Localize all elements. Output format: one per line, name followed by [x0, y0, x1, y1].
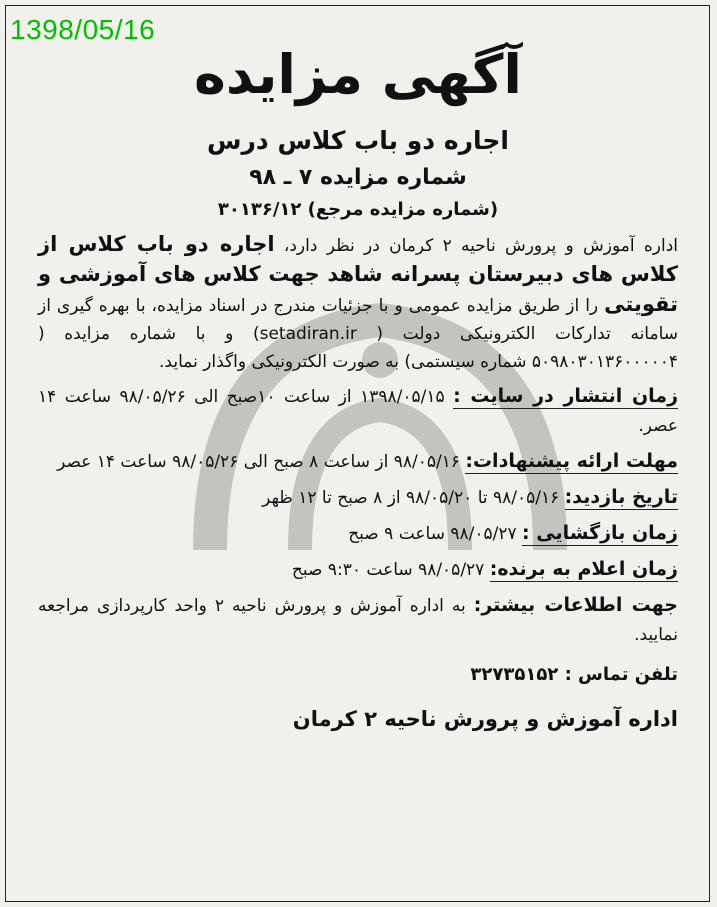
deadline-value: ۹۸/۰۵/۱۶ از ساعت ۸ صبح الی ۹۸/۰۵/۲۶ ساعت ۱۴ عصر [57, 452, 466, 472]
visit-date-row [38, 483, 678, 513]
publish-time-row [38, 382, 678, 441]
intro-part2: را از طریق مزایده عمومی و با جزئیات مندرج در اسناد مزایده، با بهره گیری از سامانه تدارکات الکترونیکی دولت ( setadiran.ir) و با شماره مزایده ( ۵۰۹۸۰۳۰۱۳۶۰۰۰۰۰۴ شماره سیستمی) به صورت الکترونیکی واگذار نماید. [38, 296, 679, 372]
publish-time-label: زمان انتشار در سایت : [453, 385, 679, 407]
deadline-label: مهلت ارائه پیشنهادات: [465, 450, 678, 472]
winner-announce-value: ۹۸/۰۵/۲۷ ساعت ۹:۳۰ صبح [291, 560, 490, 580]
more-info-label: جهت اطلاعات بیشتر: [473, 594, 678, 616]
more-info-value: به اداره آموزش و پرورش ناحیه ۲ واحد کارپردازی مراجعه نمایید. [38, 596, 678, 645]
opening-time-label: زمان بازگشایی : [522, 522, 678, 544]
phone-row [38, 660, 678, 690]
footer-issuer: اداره آموزش و پرورش ناحیه ۲ کرمان [292, 707, 678, 731]
phone-value: ۳۲۷۳۵۱۵۲ [470, 664, 565, 685]
intro-paragraph [38, 230, 678, 376]
opening-time-value: ۹۸/۰۵/۲۷ ساعت ۹ صبح [348, 524, 523, 544]
visit-date-value: ۹۸/۰۵/۱۶ تا ۹۸/۰۵/۲۰ از ۸ صبح تا ۱۲ ظهر [262, 488, 565, 508]
stamp-date: 1398/05/16 [10, 14, 156, 45]
auction-number: شماره مزایده ۷ ـ ۹۸ [249, 165, 467, 190]
publish-time-value: ۱۳۹۸/۰۵/۱۵ از ساعت ۱۰صبح الی ۹۸/۰۵/۲۶ ساعت ۱۴ عصر. [38, 387, 678, 436]
notice-content [38, 44, 678, 734]
intro-part1: اداره آموزش و پرورش ناحیه ۲ کرمان در نظر دارد، [274, 236, 678, 256]
more-info-row [38, 591, 678, 650]
winner-announce-row [38, 555, 678, 585]
intro-bold: اجاره دو باب کلاس از کلاس های دبیرستان پسرانه شاهد جهت کلاس های آموزشی و تقویتی [38, 232, 678, 316]
deadline-row [38, 447, 678, 477]
notice-title: آگهی مزایده [194, 43, 522, 106]
winner-announce-label: زمان اعلام به برنده: [489, 558, 678, 580]
reference-number: (شماره مزایده مرجع) ۳۰۱۳۶/۱۲ [217, 199, 499, 220]
opening-time-row [38, 519, 678, 549]
visit-date-label: تاریخ بازدید: [564, 486, 678, 508]
notice-subtitle: اجاره دو باب کلاس درس [207, 126, 509, 155]
phone-label: تلفن تماس : [564, 664, 678, 685]
